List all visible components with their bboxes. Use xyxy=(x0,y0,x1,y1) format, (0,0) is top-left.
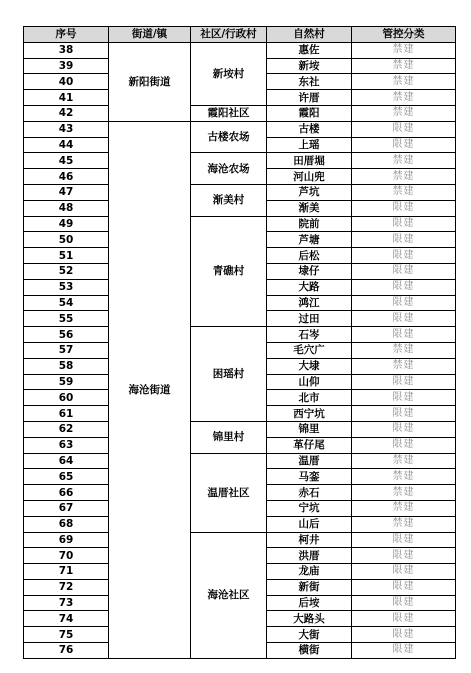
header-village: 自然村 xyxy=(267,27,352,43)
control-cell: 限建 xyxy=(352,295,456,311)
row-seq: 61 xyxy=(24,406,109,422)
row-seq: 68 xyxy=(24,516,109,532)
village-cell: 渐美 xyxy=(267,200,352,216)
village-cell: 大街 xyxy=(267,627,352,643)
village-cell: 赤石 xyxy=(267,485,352,501)
row-seq: 75 xyxy=(24,627,109,643)
control-cell: 禁建 xyxy=(352,342,456,358)
control-cell: 限建 xyxy=(352,421,456,437)
row-seq: 69 xyxy=(24,532,109,548)
row-seq: 53 xyxy=(24,279,109,295)
village-cell: 鸿江 xyxy=(267,295,352,311)
community-cell: 霞阳社区 xyxy=(191,105,267,121)
village-cell: 洪厝 xyxy=(267,548,352,564)
table-row xyxy=(24,421,456,437)
control-cell: 限建 xyxy=(352,121,456,137)
village-cell: 院前 xyxy=(267,216,352,232)
village-cell: 毛穴广 xyxy=(267,342,352,358)
row-seq: 43 xyxy=(24,121,109,137)
control-cell: 禁建 xyxy=(352,169,456,185)
control-cell: 限建 xyxy=(352,216,456,232)
community-cell: 困瑶村 xyxy=(191,327,267,422)
village-cell: 温厝 xyxy=(267,453,352,469)
village-cell: 宁坑 xyxy=(267,500,352,516)
control-cell: 限建 xyxy=(352,327,456,343)
header-row xyxy=(24,27,456,43)
control-cell: 禁建 xyxy=(352,453,456,469)
village-cell: 山仰 xyxy=(267,374,352,390)
control-cell: 限建 xyxy=(352,374,456,390)
village-cell: 石岑 xyxy=(267,327,352,343)
community-cell: 锦里村 xyxy=(191,421,267,453)
row-seq: 73 xyxy=(24,595,109,611)
control-cell: 禁建 xyxy=(352,500,456,516)
village-cell: 新街 xyxy=(267,579,352,595)
row-seq: 72 xyxy=(24,579,109,595)
village-cell: 锦里 xyxy=(267,421,352,437)
control-cell: 限建 xyxy=(352,643,456,659)
village-cell: 许厝 xyxy=(267,90,352,106)
control-cell: 禁建 xyxy=(352,469,456,485)
row-seq: 45 xyxy=(24,153,109,169)
village-cell: 惠佐 xyxy=(267,42,352,58)
control-cell: 禁建 xyxy=(352,358,456,374)
row-seq: 76 xyxy=(24,643,109,659)
row-seq: 62 xyxy=(24,421,109,437)
street-cell: 海沧街道 xyxy=(109,121,191,658)
table-row xyxy=(24,121,456,137)
village-cell: 霞阳 xyxy=(267,105,352,121)
community-cell: 渐美村 xyxy=(191,184,267,216)
control-cell: 限建 xyxy=(352,200,456,216)
header-control: 管控分类 xyxy=(352,27,456,43)
row-seq: 66 xyxy=(24,485,109,501)
table-row xyxy=(24,532,456,548)
village-cell: 山后 xyxy=(267,516,352,532)
control-cell: 禁建 xyxy=(352,485,456,501)
row-seq: 52 xyxy=(24,263,109,279)
control-cell: 限建 xyxy=(352,311,456,327)
village-cell: 新垵 xyxy=(267,58,352,74)
control-cell: 限建 xyxy=(352,627,456,643)
control-cell: 限建 xyxy=(352,137,456,153)
table-row xyxy=(24,42,456,58)
village-control-table xyxy=(23,26,456,659)
row-seq: 46 xyxy=(24,169,109,185)
control-cell: 限建 xyxy=(352,548,456,564)
header-community: 社区/行政村 xyxy=(191,27,267,43)
row-seq: 55 xyxy=(24,311,109,327)
header-seq: 序号 xyxy=(24,27,109,43)
village-cell: 芦塘 xyxy=(267,232,352,248)
row-seq: 54 xyxy=(24,295,109,311)
control-cell: 限建 xyxy=(352,390,456,406)
table-row xyxy=(24,327,456,343)
control-cell: 禁建 xyxy=(352,42,456,58)
control-cell: 禁建 xyxy=(352,74,456,90)
row-seq: 51 xyxy=(24,248,109,264)
row-seq: 58 xyxy=(24,358,109,374)
control-cell: 限建 xyxy=(352,595,456,611)
row-seq: 48 xyxy=(24,200,109,216)
control-cell: 禁建 xyxy=(352,58,456,74)
table-body xyxy=(24,42,456,658)
table-row xyxy=(24,184,456,200)
row-seq: 57 xyxy=(24,342,109,358)
village-cell: 革仔尾 xyxy=(267,437,352,453)
row-seq: 60 xyxy=(24,390,109,406)
community-cell: 新垵村 xyxy=(191,42,267,105)
row-seq: 74 xyxy=(24,611,109,627)
village-cell: 后垵 xyxy=(267,595,352,611)
control-cell: 限建 xyxy=(352,564,456,580)
row-seq: 70 xyxy=(24,548,109,564)
community-cell: 温厝社区 xyxy=(191,453,267,532)
row-seq: 47 xyxy=(24,184,109,200)
community-cell: 海沧社区 xyxy=(191,532,267,658)
control-cell: 禁建 xyxy=(352,516,456,532)
street-cell: 新阳街道 xyxy=(109,42,191,121)
village-cell: 东社 xyxy=(267,74,352,90)
control-cell: 限建 xyxy=(352,611,456,627)
table-row xyxy=(24,153,456,169)
village-cell: 横街 xyxy=(267,643,352,659)
village-cell: 河山兜 xyxy=(267,169,352,185)
control-cell: 限建 xyxy=(352,579,456,595)
control-cell: 禁建 xyxy=(352,153,456,169)
control-cell: 限建 xyxy=(352,437,456,453)
control-cell: 限建 xyxy=(352,248,456,264)
control-cell: 限建 xyxy=(352,263,456,279)
village-cell: 埭仔 xyxy=(267,263,352,279)
control-cell: 禁建 xyxy=(352,90,456,106)
village-cell: 大埭 xyxy=(267,358,352,374)
village-cell: 北市 xyxy=(267,390,352,406)
village-cell: 后松 xyxy=(267,248,352,264)
row-seq: 64 xyxy=(24,453,109,469)
village-cell: 马銮 xyxy=(267,469,352,485)
row-seq: 44 xyxy=(24,137,109,153)
control-cell: 限建 xyxy=(352,279,456,295)
village-cell: 田厝堀 xyxy=(267,153,352,169)
village-cell: 大路头 xyxy=(267,611,352,627)
row-seq: 65 xyxy=(24,469,109,485)
control-cell: 限建 xyxy=(352,406,456,422)
village-cell: 过田 xyxy=(267,311,352,327)
row-seq: 71 xyxy=(24,564,109,580)
row-seq: 39 xyxy=(24,58,109,74)
table-row xyxy=(24,105,456,121)
control-cell: 禁建 xyxy=(352,105,456,121)
control-cell: 禁建 xyxy=(352,184,456,200)
community-cell: 青礁村 xyxy=(191,216,267,327)
village-cell: 大路 xyxy=(267,279,352,295)
header-street: 街道/镇 xyxy=(109,27,191,43)
row-seq: 63 xyxy=(24,437,109,453)
village-cell: 芦坑 xyxy=(267,184,352,200)
row-seq: 38 xyxy=(24,42,109,58)
control-cell: 限建 xyxy=(352,232,456,248)
village-cell: 上瑶 xyxy=(267,137,352,153)
community-cell: 古楼农场 xyxy=(191,121,267,153)
control-cell: 限建 xyxy=(352,532,456,548)
table-row xyxy=(24,453,456,469)
row-seq: 41 xyxy=(24,90,109,106)
village-cell: 龙庙 xyxy=(267,564,352,580)
row-seq: 50 xyxy=(24,232,109,248)
table-row xyxy=(24,216,456,232)
row-seq: 67 xyxy=(24,500,109,516)
village-cell: 西宁坑 xyxy=(267,406,352,422)
community-cell: 海沧农场 xyxy=(191,153,267,185)
row-seq: 59 xyxy=(24,374,109,390)
row-seq: 40 xyxy=(24,74,109,90)
row-seq: 49 xyxy=(24,216,109,232)
village-cell: 古楼 xyxy=(267,121,352,137)
row-seq: 42 xyxy=(24,105,109,121)
row-seq: 56 xyxy=(24,327,109,343)
village-cell: 柯井 xyxy=(267,532,352,548)
